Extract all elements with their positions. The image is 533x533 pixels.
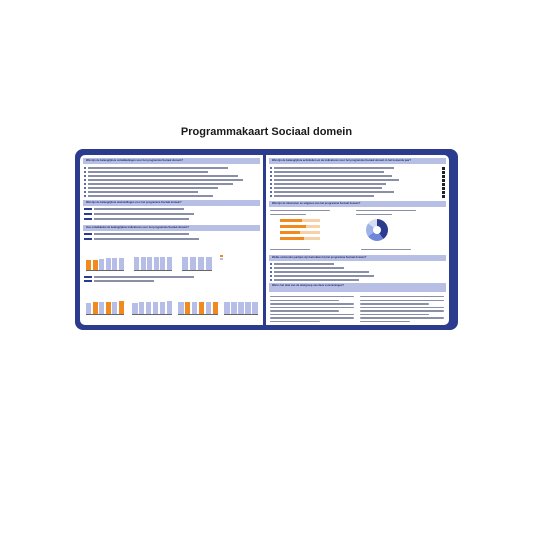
section-header-doelgroep: Wat is het doel van de doelgroep van deze voorzieningen? bbox=[269, 283, 446, 292]
activiteiten-list bbox=[270, 166, 445, 198]
section-header-indicatoren: Hoe ontwikkelen de belangrijkste indicatoren voor het programma Sociaal domein? bbox=[83, 225, 260, 231]
indicator-chart-1 bbox=[86, 245, 124, 271]
section-header-activiteiten: Wat zijn de belangrijkste activiteiten en de indicatoren voor het programma Sociaal domein in het komende jaar? bbox=[269, 158, 446, 164]
doelgroep-text-left bbox=[270, 296, 354, 325]
status-icon bbox=[442, 179, 445, 182]
indicator-chart-2 bbox=[134, 245, 172, 271]
page-title: Programmakaart Sociaal domein bbox=[180, 126, 353, 138]
section-header-doelstellingen: Wat zijn de belangrijkste doelstellingen voor het programma Sociaal domein? bbox=[83, 200, 260, 206]
section-header-ontwikkelingen: Wat zijn de belangrijkste ontwikkelingen voor het programma Sociaal domein? bbox=[83, 158, 260, 164]
financien-bar bbox=[280, 231, 300, 234]
goal-row bbox=[84, 217, 259, 221]
right-panel bbox=[266, 155, 449, 325]
status-icon bbox=[442, 191, 445, 194]
chart-legend bbox=[220, 255, 224, 261]
doelgroep-text-right bbox=[360, 296, 444, 325]
status-icon bbox=[442, 171, 445, 174]
indicator-chart-6 bbox=[178, 285, 218, 315]
indicator-goal-row bbox=[84, 237, 259, 241]
ontwikkelingen-list bbox=[84, 166, 259, 198]
financien-caption bbox=[270, 210, 330, 217]
financien-bar bbox=[280, 225, 306, 228]
indicator-chart-5 bbox=[132, 285, 172, 315]
financien-bar bbox=[280, 219, 302, 222]
status-icon bbox=[442, 195, 445, 198]
status-icon bbox=[442, 167, 445, 170]
goal-row bbox=[84, 207, 259, 211]
indicator-chart-7 bbox=[224, 285, 258, 315]
section-header-financien: Wat zijn de inkomsten en uitgaven van het programma Sociaal domein? bbox=[269, 201, 446, 207]
financien-note bbox=[270, 249, 310, 253]
left-panel bbox=[80, 155, 263, 325]
verbonden-partijen-list bbox=[270, 262, 445, 282]
financien-note bbox=[361, 249, 411, 253]
financien-bar bbox=[280, 237, 304, 240]
section-header-verbonden-partijen: Welke verbonden partijen zijn betrokken bij het programma Sociaal domein? bbox=[269, 255, 446, 261]
indicator-chart-3 bbox=[182, 245, 212, 271]
status-icon bbox=[442, 175, 445, 178]
goal-row bbox=[84, 212, 259, 216]
indicator-goal-row bbox=[84, 232, 259, 236]
indicator-chart-4 bbox=[86, 285, 124, 315]
pie-caption bbox=[356, 210, 416, 217]
pie-hole bbox=[373, 226, 381, 234]
status-icon bbox=[442, 187, 445, 190]
status-icon bbox=[442, 183, 445, 186]
indicator-goal-row bbox=[84, 279, 259, 283]
